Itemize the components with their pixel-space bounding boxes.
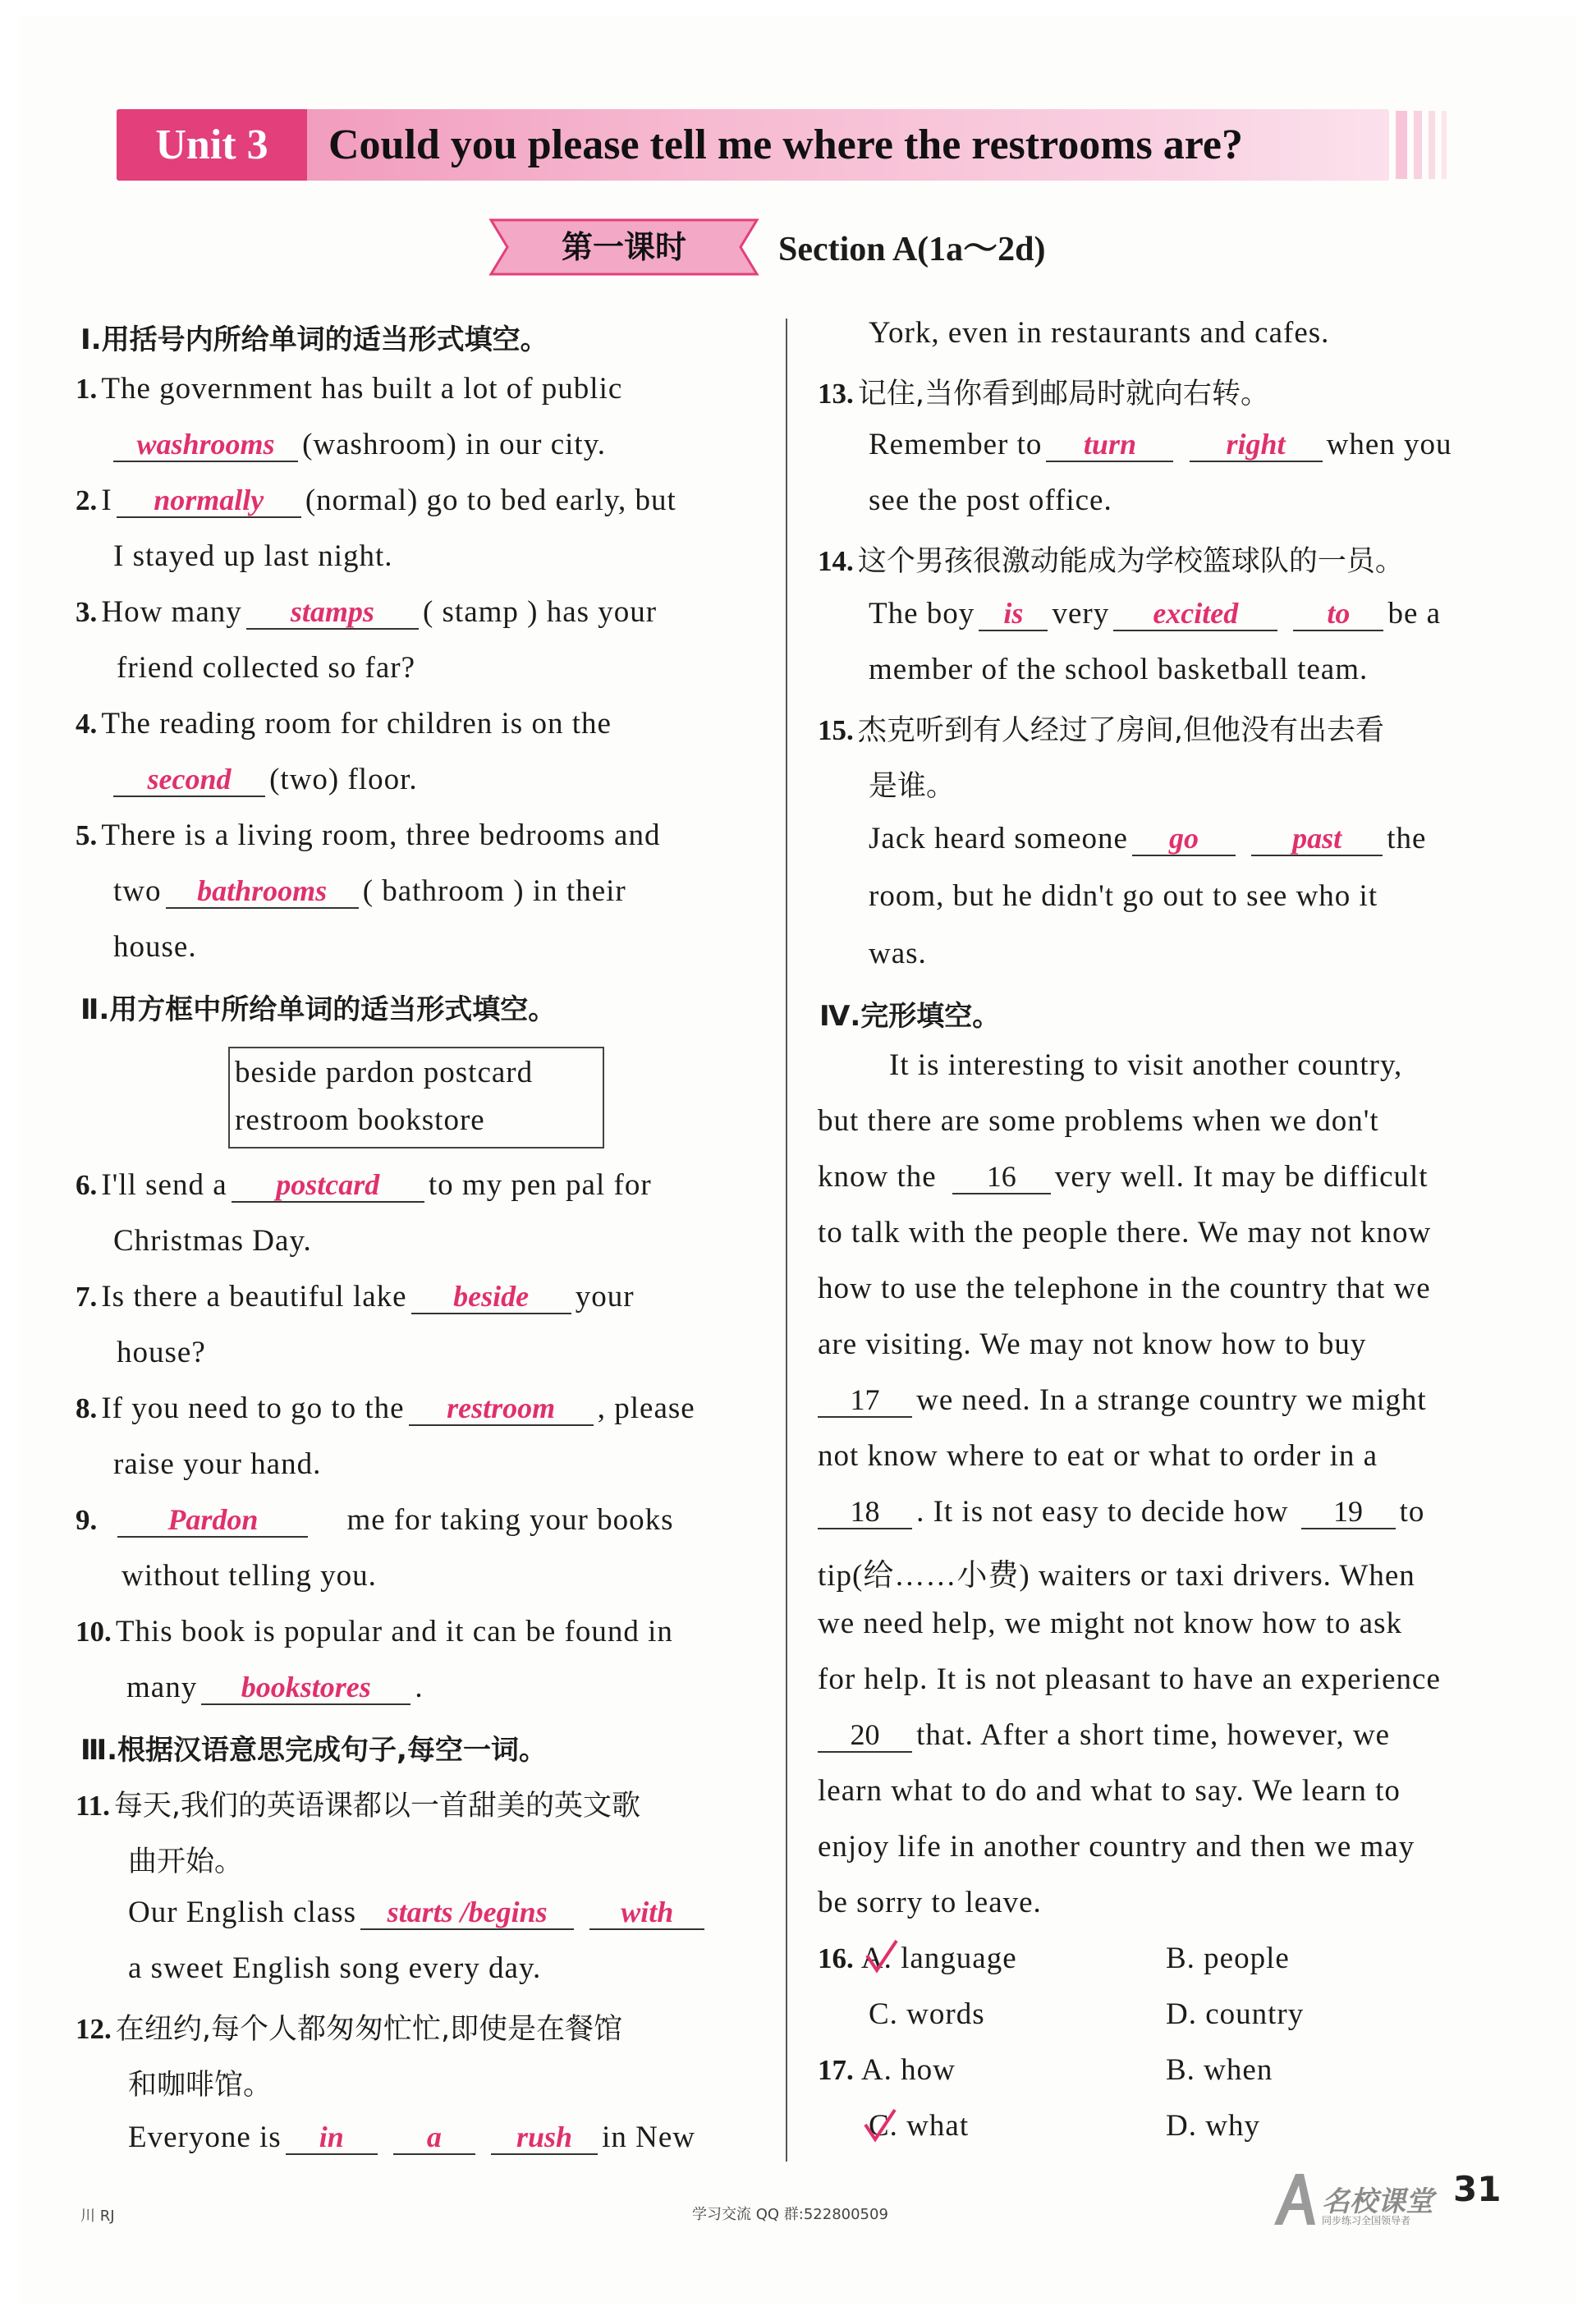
column-divider <box>786 319 787 2162</box>
answer-blank[interactable]: rush <box>491 2121 598 2155</box>
question-text: ( bathroom ) in their <box>362 874 626 908</box>
cloze-blank[interactable]: 18 <box>818 1495 912 1529</box>
question-14-en-cont: member of the school basketball team. <box>869 653 1369 686</box>
answer-blank[interactable]: stamps <box>246 595 419 630</box>
question-text-cn: 在纽约,每个人都匆匆忙忙,即使是在餐馆 <box>115 2013 623 2046</box>
answer-blank[interactable]: restroom <box>409 1392 594 1426</box>
question-9-cont: without telling you. <box>122 1559 377 1593</box>
publisher-logo <box>1271 2171 1435 2228</box>
question-text: me for taking your books <box>346 1503 674 1537</box>
question-12-en-cont: York, even in restaurants and cafes. <box>869 316 1330 350</box>
question-text: when you <box>1326 428 1452 461</box>
passage-text: know the <box>818 1160 937 1194</box>
passage-line <box>818 1159 1429 1194</box>
question-text-cn: 记住,当你看到邮局时就向右转。 <box>857 378 1269 410</box>
passage-line: It is interesting to visit another country, <box>889 1048 1403 1082</box>
answer-blank[interactable]: second <box>113 763 265 797</box>
question-number: 15. <box>818 714 854 746</box>
passage-line: tip(给……小费) waiters or taxi drivers. When <box>818 1559 1415 1593</box>
choice-c[interactable]: C. words <box>869 1997 985 2031</box>
answer-blank[interactable]: right <box>1190 428 1323 462</box>
question-text: the <box>1387 822 1427 855</box>
answer-blank[interactable]: turn <box>1046 428 1173 462</box>
question-2 <box>76 483 676 518</box>
passage-line <box>818 1494 1424 1529</box>
answer-blank[interactable]: beside <box>411 1280 571 1314</box>
cloze-blank[interactable]: 16 <box>952 1160 1051 1194</box>
banner-stripe <box>1442 111 1447 179</box>
question-number: 13. <box>818 378 854 410</box>
question-text: Everyone is <box>128 2121 282 2154</box>
question-text: If you need to go to the <box>101 1392 405 1425</box>
question-number: 3. <box>76 596 98 628</box>
answer-blank[interactable]: in <box>286 2121 378 2155</box>
choice-d[interactable]: D. why <box>1166 2109 1260 2143</box>
footer-qq-group: 学习交流 QQ 群:522800509 <box>692 2206 888 2223</box>
question-text: ( stamp ) has your <box>422 595 658 629</box>
choice-c[interactable]: C. what <box>869 2109 970 2143</box>
passage-line: enjoy life in another country and then we may <box>818 1830 1415 1864</box>
answer-blank[interactable]: past <box>1251 822 1383 856</box>
question-3-cont: friend collected so far? <box>117 651 416 685</box>
unit-title: Could you please tell me where the restrooms are? <box>328 122 1243 168</box>
question-text: This book is popular and it can be found in <box>115 1615 673 1648</box>
passage-line: are visiting. We may not know how to buy <box>818 1327 1367 1361</box>
choice-a[interactable]: A. how <box>860 2053 956 2087</box>
passage-line: we need help, we might not know how to ask <box>818 1607 1402 1640</box>
question-13-en <box>869 427 1452 462</box>
lesson-badge <box>484 215 764 279</box>
logo-text: 名校课堂 <box>1322 2185 1433 2218</box>
question-4 <box>76 706 612 741</box>
question-number: 17. <box>818 2054 854 2086</box>
question-number: 7. <box>76 1281 98 1313</box>
question-number: 6. <box>76 1169 98 1201</box>
answer-blank[interactable]: normally <box>117 484 301 518</box>
question-5-cont <box>113 873 626 909</box>
question-number: 11. <box>76 1790 110 1822</box>
question-text-cn: 杰克听到有人经过了房间,但他没有出去看 <box>857 714 1384 747</box>
answer-blank[interactable]: washrooms <box>113 428 298 462</box>
question-5 <box>76 818 660 853</box>
question-6-cont: Christmas Day. <box>113 1224 312 1258</box>
answer-blank[interactable]: go <box>1132 822 1236 856</box>
answer-blank[interactable]: bookstores <box>201 1671 410 1705</box>
passage-text: we need. In a strange country we might <box>916 1383 1427 1417</box>
passage-text: that. After a short time, however, we <box>916 1718 1391 1752</box>
question-number: 9. <box>76 1504 98 1536</box>
question-text: I <box>101 484 112 517</box>
question-number: 10. <box>76 1616 112 1648</box>
question-7 <box>76 1279 635 1314</box>
answer-blank[interactable]: to <box>1293 597 1383 631</box>
question-text: Is there a beautiful lake <box>101 1280 407 1314</box>
question-text: The government has built a lot of public <box>101 372 623 406</box>
part4-heading: Ⅳ.完形填空。 <box>819 1000 1001 1033</box>
question-13 <box>818 371 1269 412</box>
question-8-cont: raise your hand. <box>113 1447 322 1481</box>
question-text: , please <box>597 1392 695 1425</box>
passage-line <box>818 1717 1390 1753</box>
question-text: very <box>1052 597 1110 630</box>
check-mark-icon <box>864 1937 900 1977</box>
question-15-en-cont2: was. <box>869 937 927 970</box>
section-title: Section A(1a～2d) <box>778 231 1046 268</box>
question-number: 12. <box>76 2013 112 2045</box>
question-15 <box>818 708 1384 749</box>
question-text: Our English class <box>128 1896 357 1929</box>
page-number: 31 <box>1453 2169 1502 2209</box>
question-text: many <box>126 1671 198 1704</box>
word-box <box>228 1047 604 1149</box>
cloze-blank[interactable]: 20 <box>818 1718 912 1753</box>
question-number: 8. <box>76 1392 98 1424</box>
question-5-cont2: house. <box>113 930 197 964</box>
banner-stripe <box>1414 111 1422 179</box>
question-6 <box>76 1167 652 1203</box>
answer-blank[interactable]: excited <box>1113 597 1277 631</box>
banner-stripe <box>1429 111 1435 179</box>
question-text: (washroom) in our city. <box>302 428 607 461</box>
question-10-cont <box>126 1670 424 1705</box>
question-2-cont: I stayed up last night. <box>113 539 393 573</box>
question-12-en <box>128 2120 695 2155</box>
question-7-cont: house? <box>117 1336 206 1369</box>
question-11-cn-cont: 曲开始。 <box>128 1845 244 1878</box>
banner-stripe <box>1396 111 1407 179</box>
answer-blank[interactable]: bathrooms <box>166 874 359 909</box>
question-4-cont <box>113 762 418 797</box>
passage-line: not know where to eat or what to order in a <box>818 1439 1378 1473</box>
passage-text: to <box>1399 1495 1425 1529</box>
unit-label: Unit 3 <box>117 109 307 181</box>
question-text: be a <box>1387 597 1442 630</box>
question-text: in New <box>602 2121 695 2154</box>
question-11-en <box>128 1895 704 1930</box>
choice-a[interactable]: A. language <box>860 1942 1017 1975</box>
question-text: The reading room for children is on the <box>101 707 612 740</box>
passage-line: learn what to do and what to say. We learn to <box>818 1774 1401 1808</box>
question-1 <box>76 371 622 406</box>
answer-blank[interactable]: postcard <box>232 1168 424 1203</box>
lesson-label: 第一课时 <box>561 229 686 265</box>
choice-b[interactable]: B. when <box>1166 2053 1273 2087</box>
question-text: . <box>415 1671 424 1704</box>
choice-row-16 <box>818 1941 1017 1976</box>
passage-line: to talk with the people there. We may not know <box>818 1216 1432 1249</box>
question-text: (normal) go to bed early, but <box>305 484 676 517</box>
question-14 <box>818 539 1404 580</box>
question-number: 16. <box>818 1942 854 1974</box>
choice-b[interactable]: B. people <box>1166 1942 1290 1975</box>
passage-line <box>818 1382 1427 1418</box>
question-text: There is a living room, three bedrooms and <box>101 818 661 852</box>
question-15-cn-cont: 是谁。 <box>869 770 956 803</box>
passage-text: very well. It may be difficult <box>1054 1160 1429 1194</box>
question-number: 5. <box>76 819 98 851</box>
question-15-en <box>869 821 1426 856</box>
question-number: 14. <box>818 545 854 577</box>
answer-blank[interactable]: a <box>393 2121 475 2155</box>
passage-line: but there are some problems when we don't <box>818 1104 1379 1138</box>
passage-line: for help. It is not pleasant to have an experience <box>818 1662 1441 1696</box>
word-box-line: restroom bookstore <box>235 1103 485 1137</box>
answer-blank[interactable]: is <box>979 597 1048 631</box>
question-text: to my pen pal for <box>428 1168 652 1202</box>
question-text-cn: 每天,我们的英语课都以一首甜美的英文歌 <box>113 1790 641 1823</box>
answer-blank[interactable]: with <box>589 1896 704 1930</box>
question-text: your <box>575 1280 635 1314</box>
question-14-en <box>869 596 1441 631</box>
footer-edition: 川 RJ <box>80 2208 115 2225</box>
word-box-line: beside pardon postcard <box>235 1056 534 1089</box>
question-text: two <box>113 874 162 908</box>
question-10 <box>76 1614 673 1649</box>
passage-text: . It is not easy to decide how <box>916 1495 1289 1529</box>
passage-line: be sorry to leave. <box>818 1886 1042 1919</box>
answer-blank[interactable]: Pardon <box>117 1503 308 1538</box>
choice-d[interactable]: D. country <box>1166 1997 1305 2031</box>
logo-subtext: 同步练习全国领导者 <box>1322 2215 1411 2226</box>
question-8 <box>76 1391 695 1426</box>
check-mark-icon <box>862 2107 898 2146</box>
part2-heading: Ⅱ.用方框中所给单词的适当形式填空。 <box>80 993 557 1026</box>
part1-heading: Ⅰ.用括号内所给单词的适当形式填空。 <box>80 323 548 356</box>
question-3 <box>76 594 657 630</box>
answer-blank[interactable]: starts /begins <box>360 1896 574 1930</box>
question-text-cn: 这个男孩很激动能成为学校篮球队的一员。 <box>857 545 1404 578</box>
question-text: Jack heard someone <box>869 822 1128 855</box>
question-number: 1. <box>76 373 98 405</box>
cloze-blank[interactable]: 19 <box>1301 1495 1396 1529</box>
question-11 <box>76 1783 640 1824</box>
question-number: 4. <box>76 708 98 740</box>
question-12 <box>76 2006 622 2047</box>
question-12-cn-cont: 和咖啡馆。 <box>128 2069 273 2102</box>
question-text: I'll send a <box>101 1168 227 1202</box>
question-text: How many <box>101 595 242 629</box>
question-text: Remember to <box>869 428 1043 461</box>
question-13-en-cont: see the post office. <box>869 484 1112 517</box>
cloze-blank[interactable]: 17 <box>818 1383 912 1418</box>
question-15-en-cont: room, but he didn't go out to see who it <box>869 879 1378 913</box>
question-9 <box>76 1502 673 1538</box>
question-text: (two) floor. <box>269 763 418 796</box>
question-text: The boy <box>869 597 975 630</box>
question-1-cont <box>113 427 606 462</box>
part3-heading: Ⅲ.根据汉语意思完成句子,每空一词。 <box>80 1734 547 1767</box>
logo-a-icon <box>1271 2171 1320 2228</box>
question-11-en-cont: a sweet English song every day. <box>128 1951 542 1985</box>
choice-row-17 <box>818 2052 956 2088</box>
passage-line: how to use the telephone in the country that we <box>818 1272 1431 1305</box>
question-number: 2. <box>76 484 98 516</box>
